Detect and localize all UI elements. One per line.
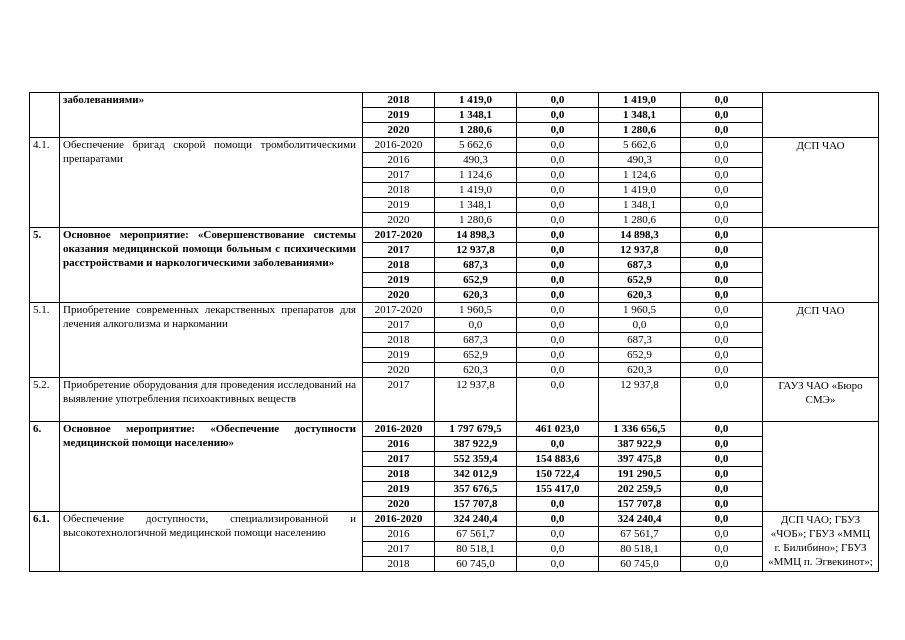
item-number: 6. <box>30 422 60 512</box>
item-number: 4.1. <box>30 138 60 228</box>
total-cell: 1 348,1 <box>435 108 517 123</box>
other-cell: 0,0 <box>681 527 763 542</box>
district-cell: 490,3 <box>599 153 681 168</box>
total-cell: 0,0 <box>435 318 517 333</box>
federal-cell: 0,0 <box>517 557 599 572</box>
responsible-executor: ДСП ЧАО <box>763 138 879 228</box>
total-cell: 157 707,8 <box>435 497 517 512</box>
federal-cell: 0,0 <box>517 123 599 138</box>
responsible-executor: ДСП ЧАО <box>763 303 879 378</box>
district-cell: 12 937,8 <box>599 243 681 258</box>
other-cell: 0,0 <box>681 153 763 168</box>
federal-cell: 0,0 <box>517 378 599 422</box>
district-cell: 1 348,1 <box>599 198 681 213</box>
total-cell: 687,3 <box>435 258 517 273</box>
other-cell: 0,0 <box>681 348 763 363</box>
district-cell: 620,3 <box>599 363 681 378</box>
district-cell: 687,3 <box>599 258 681 273</box>
responsible-executor <box>763 228 879 303</box>
total-cell: 12 937,8 <box>435 243 517 258</box>
district-cell: 1 419,0 <box>599 93 681 108</box>
total-cell: 1 280,6 <box>435 213 517 228</box>
other-cell: 0,0 <box>681 512 763 527</box>
period-cell: 2016 <box>363 437 435 452</box>
item-number: 5. <box>30 228 60 303</box>
period-cell: 2018 <box>363 557 435 572</box>
district-cell: 1 960,5 <box>599 303 681 318</box>
federal-cell: 0,0 <box>517 497 599 512</box>
period-cell: 2016-2020 <box>363 422 435 437</box>
total-cell: 1 348,1 <box>435 198 517 213</box>
period-cell: 2018 <box>363 258 435 273</box>
federal-cell: 0,0 <box>517 213 599 228</box>
district-cell: 324 240,4 <box>599 512 681 527</box>
period-cell: 2020 <box>363 363 435 378</box>
federal-cell: 0,0 <box>517 348 599 363</box>
other-cell: 0,0 <box>681 123 763 138</box>
item-name: заболеваниями» <box>60 93 363 138</box>
item-name: Приобретение современных лекарственных препаратов для лечения алкоголизма и наркомании <box>60 303 363 378</box>
table-row <box>30 138 879 153</box>
total-cell: 1 124,6 <box>435 168 517 183</box>
period-cell: 2019 <box>363 273 435 288</box>
federal-cell: 0,0 <box>517 273 599 288</box>
total-cell: 357 676,5 <box>435 482 517 497</box>
district-cell: 652,9 <box>599 348 681 363</box>
table-row <box>30 512 879 527</box>
period-cell: 2019 <box>363 348 435 363</box>
federal-cell: 0,0 <box>517 333 599 348</box>
total-cell: 14 898,3 <box>435 228 517 243</box>
district-cell: 652,9 <box>599 273 681 288</box>
federal-cell: 0,0 <box>517 527 599 542</box>
other-cell: 0,0 <box>681 168 763 183</box>
period-cell: 2020 <box>363 288 435 303</box>
other-cell: 0,0 <box>681 213 763 228</box>
total-cell: 687,3 <box>435 333 517 348</box>
district-cell: 157 707,8 <box>599 497 681 512</box>
period-cell: 2017 <box>363 318 435 333</box>
period-cell: 2016 <box>363 527 435 542</box>
responsible-executor <box>763 93 879 138</box>
federal-cell: 0,0 <box>517 303 599 318</box>
other-cell: 0,0 <box>681 333 763 348</box>
other-cell: 0,0 <box>681 378 763 422</box>
period-cell: 2016-2020 <box>363 512 435 527</box>
federal-cell: 0,0 <box>517 437 599 452</box>
district-cell: 12 937,8 <box>599 378 681 422</box>
period-cell: 2017 <box>363 378 435 422</box>
other-cell: 0,0 <box>681 138 763 153</box>
other-cell: 0,0 <box>681 422 763 437</box>
other-cell: 0,0 <box>681 198 763 213</box>
table-row <box>30 93 879 108</box>
item-name: Приобретение оборудования для проведения исследований на выявление употребления психоактивных веществ <box>60 378 363 422</box>
district-cell: 0,0 <box>599 318 681 333</box>
district-cell: 191 290,5 <box>599 467 681 482</box>
district-cell: 1 280,6 <box>599 213 681 228</box>
district-cell: 1 348,1 <box>599 108 681 123</box>
total-cell: 1 280,6 <box>435 123 517 138</box>
budget-table <box>29 92 879 572</box>
other-cell: 0,0 <box>681 482 763 497</box>
federal-cell: 0,0 <box>517 542 599 557</box>
period-cell: 2019 <box>363 198 435 213</box>
federal-cell: 0,0 <box>517 93 599 108</box>
district-cell: 60 745,0 <box>599 557 681 572</box>
period-cell: 2017 <box>363 452 435 467</box>
district-cell: 80 518,1 <box>599 542 681 557</box>
other-cell: 0,0 <box>681 243 763 258</box>
period-cell: 2017-2020 <box>363 303 435 318</box>
federal-cell: 0,0 <box>517 108 599 123</box>
district-cell: 202 259,5 <box>599 482 681 497</box>
federal-cell: 154 883,6 <box>517 452 599 467</box>
other-cell: 0,0 <box>681 303 763 318</box>
district-cell: 1 280,6 <box>599 123 681 138</box>
other-cell: 0,0 <box>681 228 763 243</box>
total-cell: 324 240,4 <box>435 512 517 527</box>
district-cell: 620,3 <box>599 288 681 303</box>
other-cell: 0,0 <box>681 542 763 557</box>
other-cell: 0,0 <box>681 452 763 467</box>
total-cell: 387 922,9 <box>435 437 517 452</box>
federal-cell: 0,0 <box>517 228 599 243</box>
table-row <box>30 422 879 437</box>
responsible-executor: ГАУЗ ЧАО «Бюро СМЭ» <box>763 378 879 422</box>
other-cell: 0,0 <box>681 437 763 452</box>
responsible-executor <box>763 422 879 512</box>
total-cell: 80 518,1 <box>435 542 517 557</box>
federal-cell: 0,0 <box>517 183 599 198</box>
period-cell: 2020 <box>363 497 435 512</box>
district-cell: 387 922,9 <box>599 437 681 452</box>
district-cell: 67 561,7 <box>599 527 681 542</box>
item-number: 6.1. <box>30 512 60 572</box>
federal-cell: 0,0 <box>517 363 599 378</box>
federal-cell: 0,0 <box>517 198 599 213</box>
district-cell: 397 475,8 <box>599 452 681 467</box>
total-cell: 652,9 <box>435 348 517 363</box>
district-cell: 1 336 656,5 <box>599 422 681 437</box>
period-cell: 2018 <box>363 183 435 198</box>
item-number <box>30 93 60 138</box>
period-cell: 2017 <box>363 542 435 557</box>
federal-cell: 0,0 <box>517 168 599 183</box>
federal-cell: 0,0 <box>517 138 599 153</box>
period-cell: 2016-2020 <box>363 138 435 153</box>
federal-cell: 155 417,0 <box>517 482 599 497</box>
total-cell: 490,3 <box>435 153 517 168</box>
period-cell: 2019 <box>363 482 435 497</box>
period-cell: 2018 <box>363 93 435 108</box>
total-cell: 652,9 <box>435 273 517 288</box>
other-cell: 0,0 <box>681 273 763 288</box>
period-cell: 2017 <box>363 243 435 258</box>
federal-cell: 461 023,0 <box>517 422 599 437</box>
item-name: Обеспечение доступности, специализированной и высокотехнологичной медицинской помощи населению <box>60 512 363 572</box>
total-cell: 5 662,6 <box>435 138 517 153</box>
table-body <box>30 93 879 572</box>
other-cell: 0,0 <box>681 183 763 198</box>
total-cell: 342 012,9 <box>435 467 517 482</box>
period-cell: 2020 <box>363 213 435 228</box>
period-cell: 2017-2020 <box>363 228 435 243</box>
table-row <box>30 378 879 422</box>
district-cell: 1 124,6 <box>599 168 681 183</box>
federal-cell: 0,0 <box>517 288 599 303</box>
total-cell: 12 937,8 <box>435 378 517 422</box>
district-cell: 5 662,6 <box>599 138 681 153</box>
district-cell: 14 898,3 <box>599 228 681 243</box>
federal-cell: 0,0 <box>517 153 599 168</box>
other-cell: 0,0 <box>681 497 763 512</box>
period-cell: 2017 <box>363 168 435 183</box>
table-row <box>30 303 879 318</box>
total-cell: 620,3 <box>435 363 517 378</box>
federal-cell: 0,0 <box>517 243 599 258</box>
other-cell: 0,0 <box>681 467 763 482</box>
table-row <box>30 228 879 243</box>
federal-cell: 0,0 <box>517 512 599 527</box>
federal-cell: 0,0 <box>517 318 599 333</box>
federal-cell: 150 722,4 <box>517 467 599 482</box>
responsible-executor: ДСП ЧАО; ГБУЗ «ЧОБ»; ГБУЗ «ММЦ г. Билибино»; ГБУЗ «ММЦ п. Эгвекинот»; <box>763 512 879 572</box>
total-cell: 1 797 679,5 <box>435 422 517 437</box>
period-cell: 2016 <box>363 153 435 168</box>
other-cell: 0,0 <box>681 108 763 123</box>
item-number: 5.1. <box>30 303 60 378</box>
item-number: 5.2. <box>30 378 60 422</box>
item-name: Основное мероприятие: «Совершенствование системы оказания медицинской помощи больным с психическими расстройствами и наркологическими заболеваниями» <box>60 228 363 303</box>
other-cell: 0,0 <box>681 363 763 378</box>
total-cell: 552 359,4 <box>435 452 517 467</box>
other-cell: 0,0 <box>681 318 763 333</box>
period-cell: 2020 <box>363 123 435 138</box>
total-cell: 1 960,5 <box>435 303 517 318</box>
other-cell: 0,0 <box>681 288 763 303</box>
other-cell: 0,0 <box>681 258 763 273</box>
district-cell: 1 419,0 <box>599 183 681 198</box>
other-cell: 0,0 <box>681 557 763 572</box>
total-cell: 1 419,0 <box>435 183 517 198</box>
period-cell: 2018 <box>363 333 435 348</box>
total-cell: 60 745,0 <box>435 557 517 572</box>
item-name: Основное мероприятие: «Обеспечение доступности медицинской помощи населению» <box>60 422 363 512</box>
federal-cell: 0,0 <box>517 258 599 273</box>
item-name: Обеспечение бригад скорой помощи тромболитическими препаратами <box>60 138 363 228</box>
district-cell: 687,3 <box>599 333 681 348</box>
other-cell: 0,0 <box>681 93 763 108</box>
period-cell: 2018 <box>363 467 435 482</box>
period-cell: 2019 <box>363 108 435 123</box>
total-cell: 1 419,0 <box>435 93 517 108</box>
total-cell: 620,3 <box>435 288 517 303</box>
total-cell: 67 561,7 <box>435 527 517 542</box>
